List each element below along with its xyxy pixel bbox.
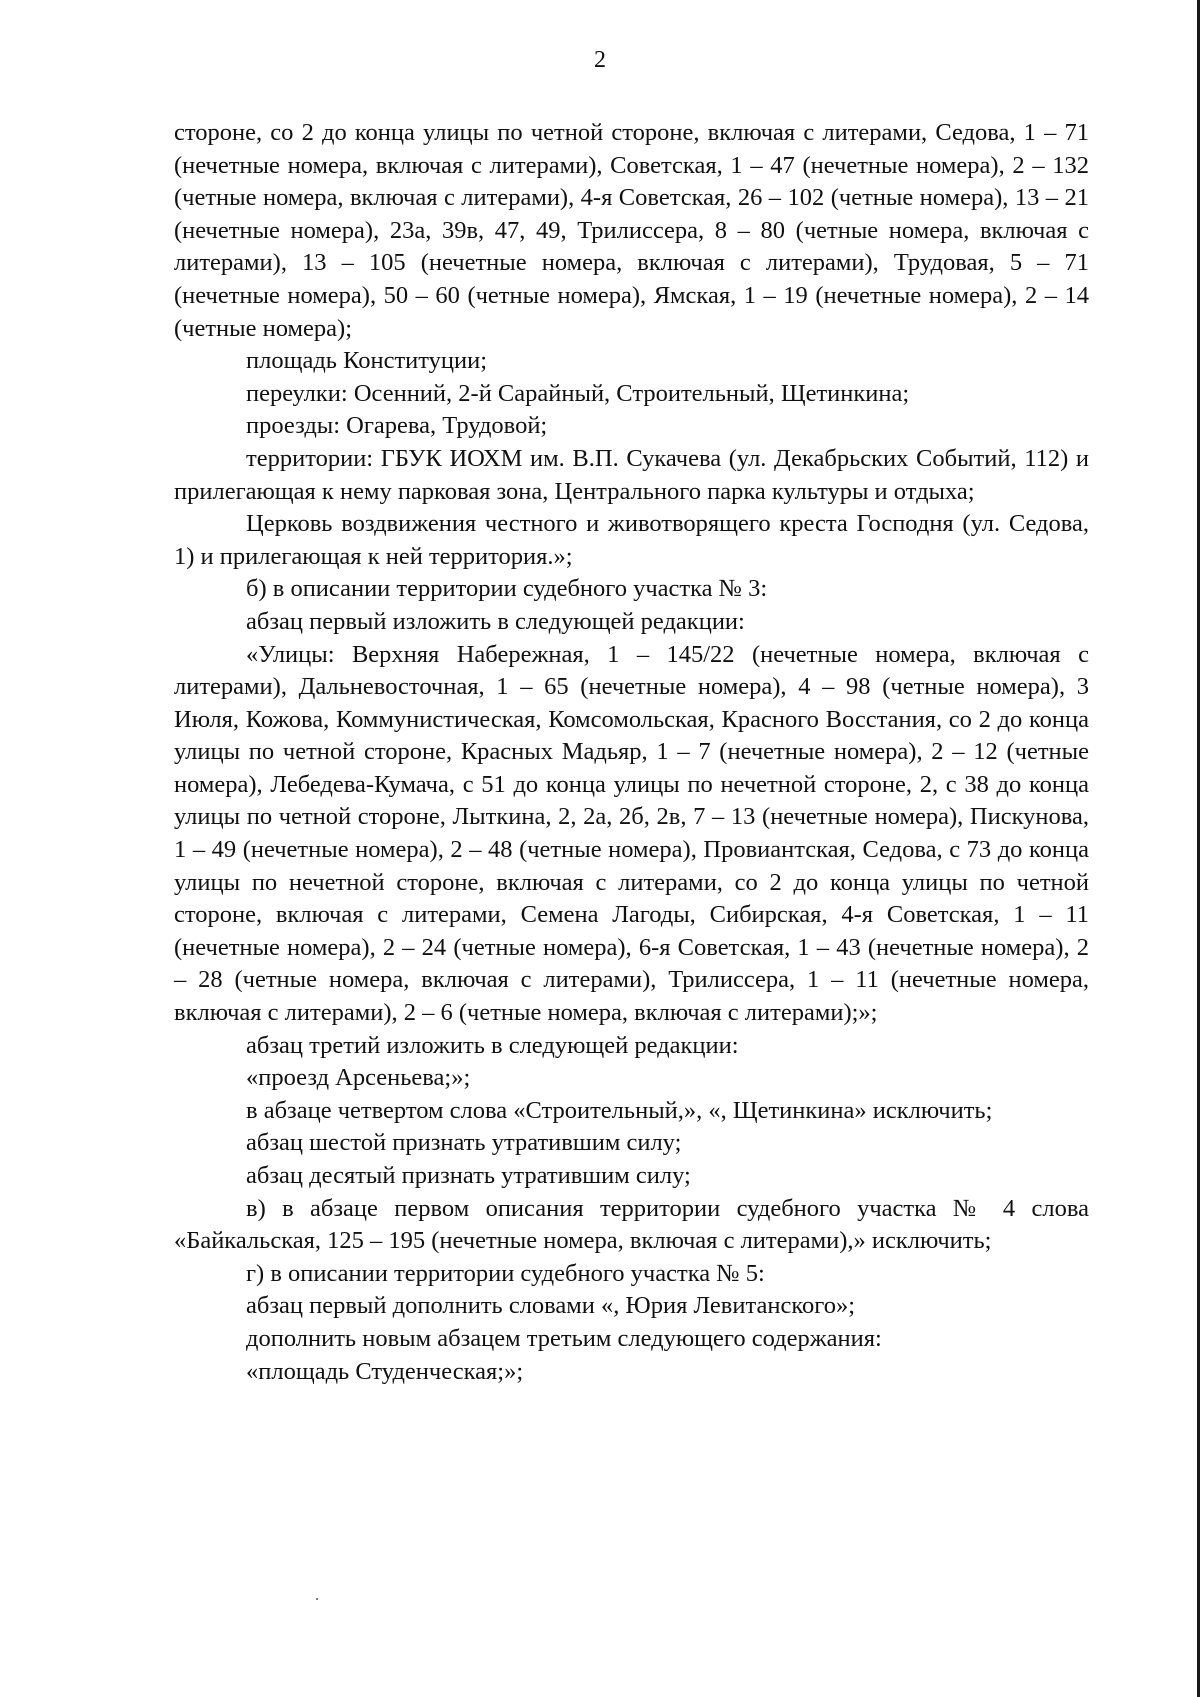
paragraph-5: территории: ГБУК ИОХМ им. В.П. Сукачева (ул. Декабрьских Событий, 112) и прилегающая к нему парковая зона, Центрального парка культуры и отдыха; [174, 444, 1089, 505]
page-number: 2 [594, 47, 606, 73]
paragraph-7: б) в описании территории судебного участка № 3: [246, 575, 768, 603]
paragraph-19: «площадь Студенческая;»; [246, 1357, 524, 1385]
paragraph-11: «проезд Арсеньева;»; [246, 1064, 471, 1092]
paragraph-9: «Улицы: Верхняя Набережная, 1 – 145/22 (нечетные номера, включая с литерами), Дальневосточная, 1 – 65 (нечетные номера), 4 – 98 (четные номера), 3 Июля, Кожова, Коммунистическая, Комсомольская, Красного Восстания, со 2 до конца улицы по четной стороне, Красных Мадьяр, 1 – 7 (нечетные номера), 2 – 12 (четные номера), Лебедева-Кумача, с 51 до конца улицы по нечетной стороне, 2, с 38 до конца улицы по четной стороне, Лыткина, 2, 2а, 2б, 2в, 7 – 13 (нечетные номера), Пискунова, 1 – 49 (нечетные номера), 2 – 48 (четные номера), Провиантская, Седова, с 73 до конца улицы по нечетной стороне, включая с литерами, со 2 до конца улицы по четной стороне, включая с литерами, Семена Лагоды, Сибирская, 4-я Советская, 1 – 11 (нечетные номера), 2 – 24 (четные номера), 6-я Советская, 1 – 43 (нечетные номера), 2 – 28 (четные номера, включая с литерами), Трилиссера, 1 – 11 (нечетные номера, включая с литерами), 2 – 6 (четные номера, включая с литерами);»; [174, 640, 1089, 1027]
paragraph-8: абзац первый изложить в следующей редакции: [246, 607, 745, 635]
paragraph-13: абзац шестой признать утратившим силу; [246, 1129, 682, 1157]
paragraph-14: абзац десятый признать утратившим силу; [246, 1162, 691, 1189]
paragraph-3: переулки: Осенний, 2-й Сарайный, Строительный, Щетинкина; [246, 379, 910, 407]
paragraph-16: г) в описании территории судебного участка № 5: [246, 1259, 765, 1287]
paragraph-18: дополнить новым абзацем третьим следующего содержания: [246, 1324, 882, 1352]
scan-speck [316, 1598, 318, 1600]
paragraph-6: Церковь воздвижения честного и животворящего креста Господня (ул. Седова, 1) и прилегающая к ней территория.»; [174, 510, 1089, 570]
paragraph-2: площадь Конституции; [246, 347, 488, 375]
paragraph-17: абзац первый дополнить словами «, Юрия Левитанского»; [246, 1292, 856, 1320]
paragraph-15: в) в абзаце первом описания территории судебного участка № 4 слова «Байкальская, 125 – 195 (нечетные номера, включая с литерами),» исключить; [174, 1194, 1089, 1255]
document-body [174, 117, 1089, 1388]
paragraph-10: абзац третий изложить в следующей редакции: [246, 1031, 739, 1059]
paragraph-4: проезды: Огарева, Трудовой; [246, 412, 548, 440]
paragraph-1: стороне, со 2 до конца улицы по четной стороне, включая с литерами, Седова, 1 – 71 (нечетные номера, включая с литерами), Советская, 1 – 47 (нечетные номера), 2 – 132 (четные номера, включая с литерами), 4-я Советская, 26 – 102 (четные номера), 13 – 21 (нечетные номера), 23а, 39в, 47, 49, Трилиссера, 8 – 80 (четные номера, включая с литерами), 13 – 105 (нечетные номера, включая с литерами), Трудовая, 5 – 71 (нечетные номера), 50 – 60 (четные номера), Ямская, 1 – 19 (нечетные номера), 2 – 14 (четные номера); [174, 119, 1089, 342]
paragraph-12: в абзаце четвертом слова «Строительный,», «, Щетинкина» исключить; [246, 1096, 993, 1124]
